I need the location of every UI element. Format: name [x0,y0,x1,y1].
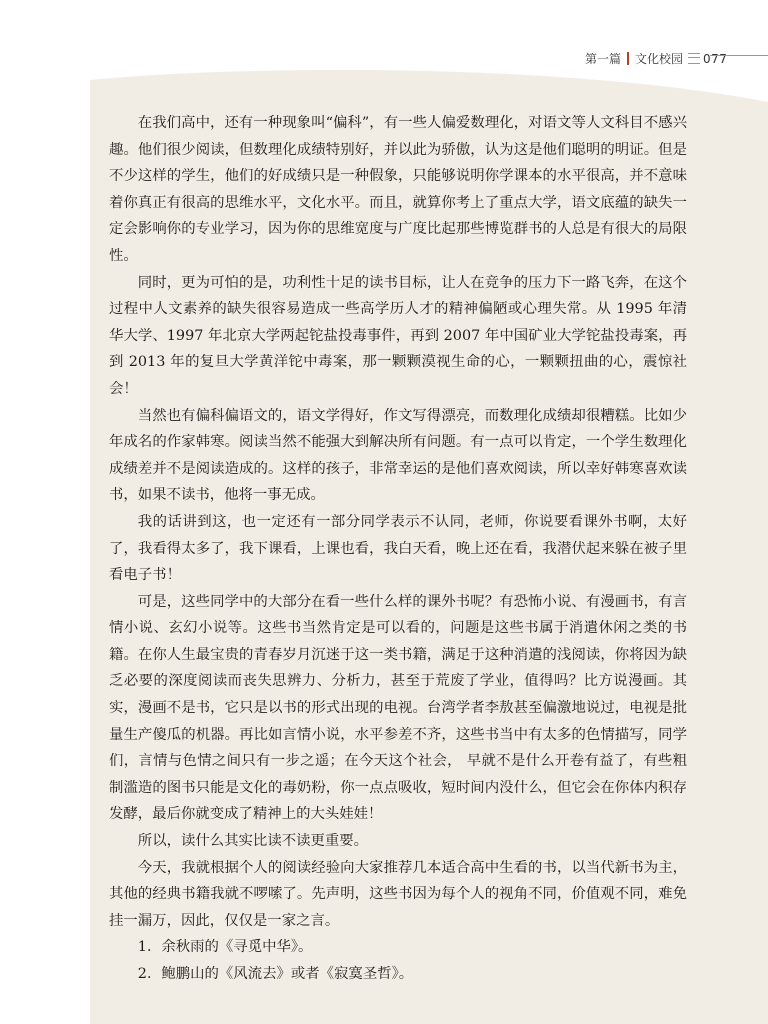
paragraph: 同时，更为可怕的是，功利性十足的读书目标，让人在竞争的压力下一路飞奔，在这个过程中人文素养的缺失很容易造成一些高学历人才的精神偏陋或心理失常。从 1995 年清华大学、1997 年北京大学两起铊盐投毒事件，再到 2007 年中国矿业大学铊盐投毒案，再到 2013 年的复旦大学黄洋铊中毒案，那一颗颗漠视生命的心，一颗颗扭曲的心，震惊社会！ [109,274,687,397]
paragraph: 我的话讲到这，也一定还有一部分同学表示不认同，老师，你说要看课外书啊，太好了，我看得太多了，我下课看，上课也看，我白天看，晚上还在看，我潜伏起来躲在被子里看电子书！ [109,513,687,584]
header-separator [627,52,629,65]
chapter-label: 第一篇 [585,52,622,66]
header-ornament-icon [688,53,700,64]
article-body [109,110,687,988]
paragraph: 所以，读什么其实比读不读更重要。 [137,833,369,850]
paragraph: 今天，我就根据个人的阅读经验向大家推荐几本适合高中生看的书，以当代新书为主，其他的经典书籍我就不啰嗦了。先声明，这些书因为每个人的视角不同，价值观不同，难免挂一漏万，因此，仅仅是一家之言。 [109,859,687,929]
page-number: 077 [703,51,728,66]
header-rule [710,55,768,56]
paragraph: 当然也有偏科偏语文的，语文学得好，作文写得漂亮，而数理化成绩却很糟糕。比如少年成名的作家韩寒。阅读当然不能强大到解决所有问题。有一点可以肯定，一个学生数理化成绩差并不是阅读造成的。这样的孩子，非常幸运的是他们喜欢阅读，所以幸好韩寒喜欢读书，如果不读书，他将一事无成。 [109,407,687,504]
running-header [585,50,727,67]
paragraph: 在我们高中，还有一种现象叫“偏科”，有一些人偏爱数理化，对语文等人文科目不感兴趣。他们很少阅读，但数理化成绩特别好，并以此为骄傲，认为这是他们聪明的明证。但是不少这样的学生，他们的好成绩只是一种假象，只能够说明你学课本的水平很高，并不意味着你真正有很高的思维水平，文化水平。而且，就算你考上了重点大学，语文底蕴的缺失一定会影响你的专业学习，因为你的思维宽度与广度比起那些博览群书的人总是有很大的局限性。 [109,115,687,264]
list-item: 1．余秋雨的《寻觅中华》。 [137,939,313,956]
paragraph: 可是，这些同学中的大部分在看一些什么样的课外书呢？有恐怖小说、有漫画书，有言情小说、玄幻小说等。这些书当然肯定是可以看的，问题是这些书属于消遣休闲之类的书籍。在你人生最宝贵的青春岁月沉迷于这一类书籍，满足于这种消遣的浅阅读，你将因为缺乏必要的深度阅读而丧失思辨力、分析力，甚至于荒废了学业，值得吗？比方说漫画。其实，漫画不是书，它只是以书的形式出现的电视。台湾学者李敖甚至偏激地说过，电视是批量生产傻瓜的机器。再比如言情小说，水平参差不齐，这些书当中有太多的色情描写，同学们，言情与色情之间只有一步之遥；在今天这个社会， 早就不是什么开卷有益了，有些粗制滥造的图书只能是文化的毒奶粉，你一点点吸收，短时间内没什么，但它会在你体内积存发酵，最后你就变成了精神上的大头娃娃！ [109,593,687,823]
section-label: 文化校园 [635,52,684,66]
list-item: 2．鲍鹏山的《风流去》或者《寂寞圣哲》。 [137,966,414,982]
